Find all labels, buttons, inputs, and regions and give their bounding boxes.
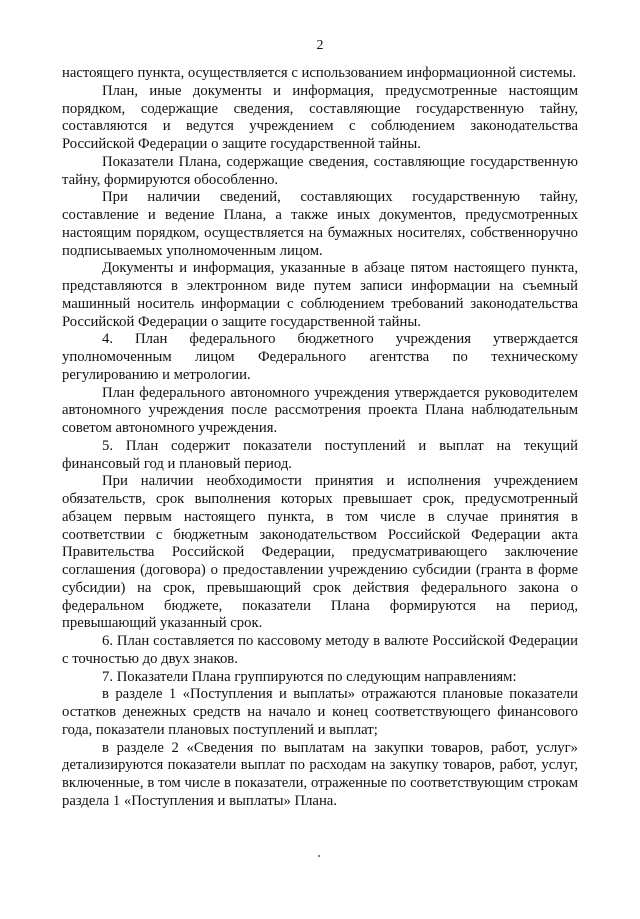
paragraph-item-5: 5. План содержит показатели поступлений и выплат на текущий финансовый год и плановый период. [62,437,578,472]
document-body [62,65,578,811]
paragraph-continuation: настоящего пункта, осуществляется с использованием информационной системы. [62,65,577,81]
paragraph: План федерального автономного учреждения утверждается руководителем автономного учреждения после рассмотрения проекта Плана наблюдательным советом автономного учреждения. [62,384,578,436]
page-number: 2 [316,38,324,53]
paragraph: При наличии необходимости принятия и исполнения учреждением обязательств, срок выполнения которых превышает срок, предусмотренный абзацем первым настоящего пункта, в том числе в случае принятия в соответствии с бюджетным законодательством Российской Федерации акта Правительства Российской Федерации, предусматривающего заключение соглашения (договора) о предоставлении учреждению субсидии (гранта в форме субсидии) на срок, превышающий срок действия федерального закона о федеральном бюджете, показатели Плана формируются на период, превышающий указанный срок. [62,473,578,632]
scan-speck [318,855,320,857]
paragraph: План, иные документы и информация, предусмотренные настоящим порядком, содержащие сведения, составляющие государственную тайну, составляются и ведутся учреждением с соблюдением законодательства Российской Федерации о защите государственной тайны. [62,82,578,152]
paragraph: Документы и информация, указанные в абзаце пятом настоящего пункта, представляются в электронном виде путем записи информации на съемный машинный носитель информации с соблюдением требований законодательства Российской Федерации о защите государственной тайны. [62,260,578,330]
paragraph-section-1: в разделе 1 «Поступления и выплаты» отражаются плановые показатели остатков денежных средств на начало и конец соответствующего финансового года, показатели плановых поступлений и выплат; [62,686,578,738]
paragraph-item-4: 4. План федерального бюджетного учреждения утверждается уполномоченным лицом Федерального агентства по техническому регулированию и метрологии. [62,331,578,383]
paragraph: При наличии сведений, составляющих государственную тайну, составление и ведение Плана, а также иных документов, предусмотренных настоящим порядком, осуществляется на бумажных носителях, собственноручно подписываемых уполномоченным лицом. [62,189,578,259]
paragraph-item-6: 6. План составляется по кассовому методу в валюте Российской Федерации с точностью до двух знаков. [62,633,578,667]
paragraph: Показатели Плана, содержащие сведения, составляющие государственную тайну, формируются обособленно. [62,153,578,188]
paragraph-section-2: в разделе 2 «Сведения по выплатам на закупки товаров, работ, услуг» детализируются показатели выплат по расходам на закупку товаров, работ, услуг, включенные, в том числе в показатели, отраженные по соответствующим строкам раздела 1 «Поступления и выплаты» Плана. [62,739,578,809]
paragraph-item-7: 7. Показатели Плана группируются по следующим направлениям: [102,668,517,685]
